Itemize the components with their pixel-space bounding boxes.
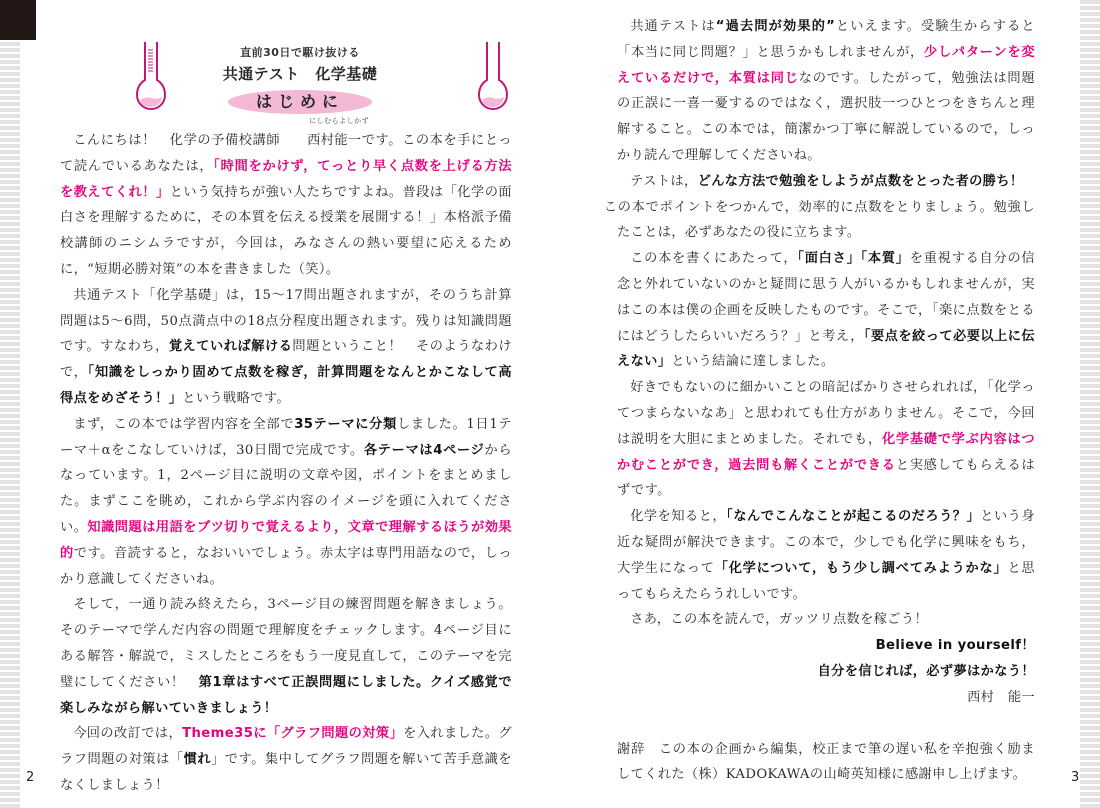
paragraph-call-to-action: さあ，この本を読んで，ガッツリ点数を稼ごう！ [630, 612, 929, 628]
text: しました。1日1テーマ＋αをこなしていけば，30日間で完成です。 [60, 416, 512, 458]
text: という結論に達しました。 [671, 354, 835, 370]
author-name-with-ruby [294, 117, 370, 154]
bold-highlight: 第1章はすべて正誤問題にしました。クイズ感覚で楽しみながら解いていきましょう！ [60, 674, 512, 716]
paragraph-summary [617, 375, 1035, 504]
bold-highlight: 「化学について，もう少し調べてみようかな」 [714, 560, 1008, 576]
left-page-edge-stripes [0, 42, 20, 808]
paragraph-book-structure [60, 412, 512, 593]
text: からなっています。1，2ページ目に説明の文章や図，ポイントをまとめました。まずここを眺め，これから学ぶ内容のイメージを頭に入れてください。 [60, 442, 512, 535]
bold-highlight: “過去問が効果的” [715, 19, 836, 34]
pink-highlight: Theme35に「グラフ問題の対策」 [182, 726, 404, 742]
signoff-japanese: 自分を信じれば，必ず夢はかなう！ [817, 663, 1035, 679]
pink-highlight: 化学基礎で学ぶ内容はつかむことができ，過去問も解くことができる [617, 431, 1035, 473]
text: と実感してもらえるはずです。 [617, 457, 1035, 499]
text: 共通テスト「化学基礎」は，15〜17問出題されますが，そのうち計算問題は5〜6問，50点満点中の18点分程度出題されます。残りは知識問題です。すなわち， [60, 287, 512, 355]
flask-icon [478, 40, 508, 110]
text: を重視する自分の信念と外れていないのかと疑問に思う人がいるかもしれませんが，実はこの本は僕の企画を反映したものです。そこで，「楽に点数をとるにはどうしたらいいだろう？」と考え， [617, 251, 1035, 344]
chapter-header [120, 36, 480, 116]
text: 共通テストは [630, 19, 716, 34]
text: という身近な疑問が解決できます。この本で，少しでも化学に興味をもち，大学生になって [617, 509, 1035, 576]
book-subtitle: 直前30日で駆け抜ける [240, 46, 360, 59]
text: 好きでもないのに細かいことの暗記ばかりさせられれば，「化学ってつまらないなあ」と思われても仕方がありません。そこで，今回は説明を大胆にまとめました。それでも， [617, 380, 1035, 447]
paragraph-interest [617, 504, 1035, 607]
flask-icon [136, 40, 166, 110]
pink-highlight: 「時間をかけず，てっとり早く点数を上げる方法を教えてくれ！」 [60, 158, 512, 200]
paragraph-exam-structure [60, 283, 512, 412]
bold-highlight: 「なんでこんなことが起こるのだろう？」 [726, 509, 981, 525]
paragraph-revision [60, 721, 512, 798]
right-page [575, 0, 1050, 808]
right-page-body [603, 14, 1036, 788]
text: です。音読すると，なおいいでしょう。赤太字は専門用語なので，しっかり意識してくださいね。 [60, 545, 512, 587]
corner-tab-block [0, 0, 36, 40]
bold-highlight: 慣れ [183, 752, 212, 768]
right-page-edge-stripes [1080, 0, 1100, 808]
page-number-left: 2 [26, 770, 35, 785]
text: と思ってもらえたらうれしいです。 [617, 560, 1035, 602]
bold-highlight: どんな方法で勉強をしようが点数をとった者の勝ち！ [697, 173, 1024, 189]
title-block [190, 44, 410, 114]
text: といえます。受験生からすると「本当に同じ問題？」と思うかもしれませんが， [617, 19, 1036, 60]
pink-highlight: 少しパターンを変えているだけで，本質は同じ [617, 44, 1035, 86]
left-page [40, 0, 550, 808]
text: 」です。集中してグラフ問題を解いて苦手意識をなくしましょう！ [60, 752, 512, 793]
paragraph-past-exams [617, 14, 1035, 169]
text: なのです。したがって，勉強法は問題の正誤に一喜一憂するのではなく，選択肢一つひとつをきちんと理解すること。この本では，簡潔かつ丁寧に解説しているので，しっかり読んで理解してくださいね。 [617, 70, 1035, 163]
page-number-right: 3 [1071, 770, 1080, 785]
signoff-author: 西村 能一 [967, 689, 1035, 705]
acknowledgment: 謝辞 この本の企画から編集，校正まで筆の遅い私を辛抱強く励ましてくれた（株）KADOKAWAの山崎英知様に感謝申し上げます。 [617, 741, 1035, 783]
signoff-english: Believe in yourself！ [875, 638, 1035, 654]
paragraph-test-winner [603, 169, 1035, 246]
section-title-pill: はじめに [228, 90, 372, 114]
text: という気持ちが強い人たちですよね。普段は「化学の面白さを理解するために，その本質を伝える授業を展開する！」本格派予備校講師のニシムラですが，今回は，みなさんの熱い要望に応えるために，“短期必勝対策”の本を書きました（笑）。 [60, 184, 512, 277]
book-title: 共通テスト 化学基礎 [222, 65, 378, 83]
text: という戦略です。 [182, 390, 290, 406]
pink-highlight: 知識問題は用語をブツ切りで覚えるより，文章で理解するほうが効果的 [60, 519, 512, 561]
text: この本でポイントをつかんで，効率的に点数をとりましょう。勉強したことは，必ずあなたの役に立ちます。 [603, 199, 1035, 241]
paragraph-philosophy [617, 246, 1035, 375]
bold-highlight: 35テーマに分類 [294, 416, 397, 432]
bold-highlight: 「知識をしっかり固めて点数を稼ぎ，計算問題をなんとかこなして高得点をめざそう！」 [60, 365, 512, 406]
text: まず，この本では学習内容を全部で [73, 416, 295, 432]
text: を入れました。グラフ問題の対策は「 [60, 726, 512, 768]
text: です。この本を手にとって読んでいるあなたは， [60, 133, 512, 174]
bold-highlight: 「面白さ」「本質」 [797, 251, 910, 267]
text: こんにちは！ 化学の予備校講師 [73, 133, 294, 148]
left-page-body [60, 117, 512, 799]
author-ruby: にしむらよしかず [309, 117, 370, 125]
paragraph-practice [60, 592, 512, 721]
bold-highlight: 「要点を絞って必要以上に伝えない」 [617, 328, 1035, 370]
text: 問題ということ！ そのようなわけで， [60, 339, 512, 381]
text: そして，一通り読み終えたら，3ページ目の練習問題を解きましょう。そのテーマで学んだ内容の問題で理解度をチェックします。4ページ目にある解答・解説で，ミスしたところをもう一度見直して，このテーマを完璧にしてください！ [60, 597, 512, 690]
text: 化学を知ると， [630, 509, 727, 525]
text: テストは， [630, 173, 698, 189]
bold-highlight: 各テーマは4ページ [363, 442, 485, 458]
text: 今回の改訂では， [73, 726, 183, 742]
text: この本を書くにあたって， [630, 251, 798, 267]
author-name: 西村能一 [307, 133, 362, 148]
paragraph-greeting [60, 117, 512, 283]
bold-highlight: 覚えていれば解ける [168, 339, 293, 355]
